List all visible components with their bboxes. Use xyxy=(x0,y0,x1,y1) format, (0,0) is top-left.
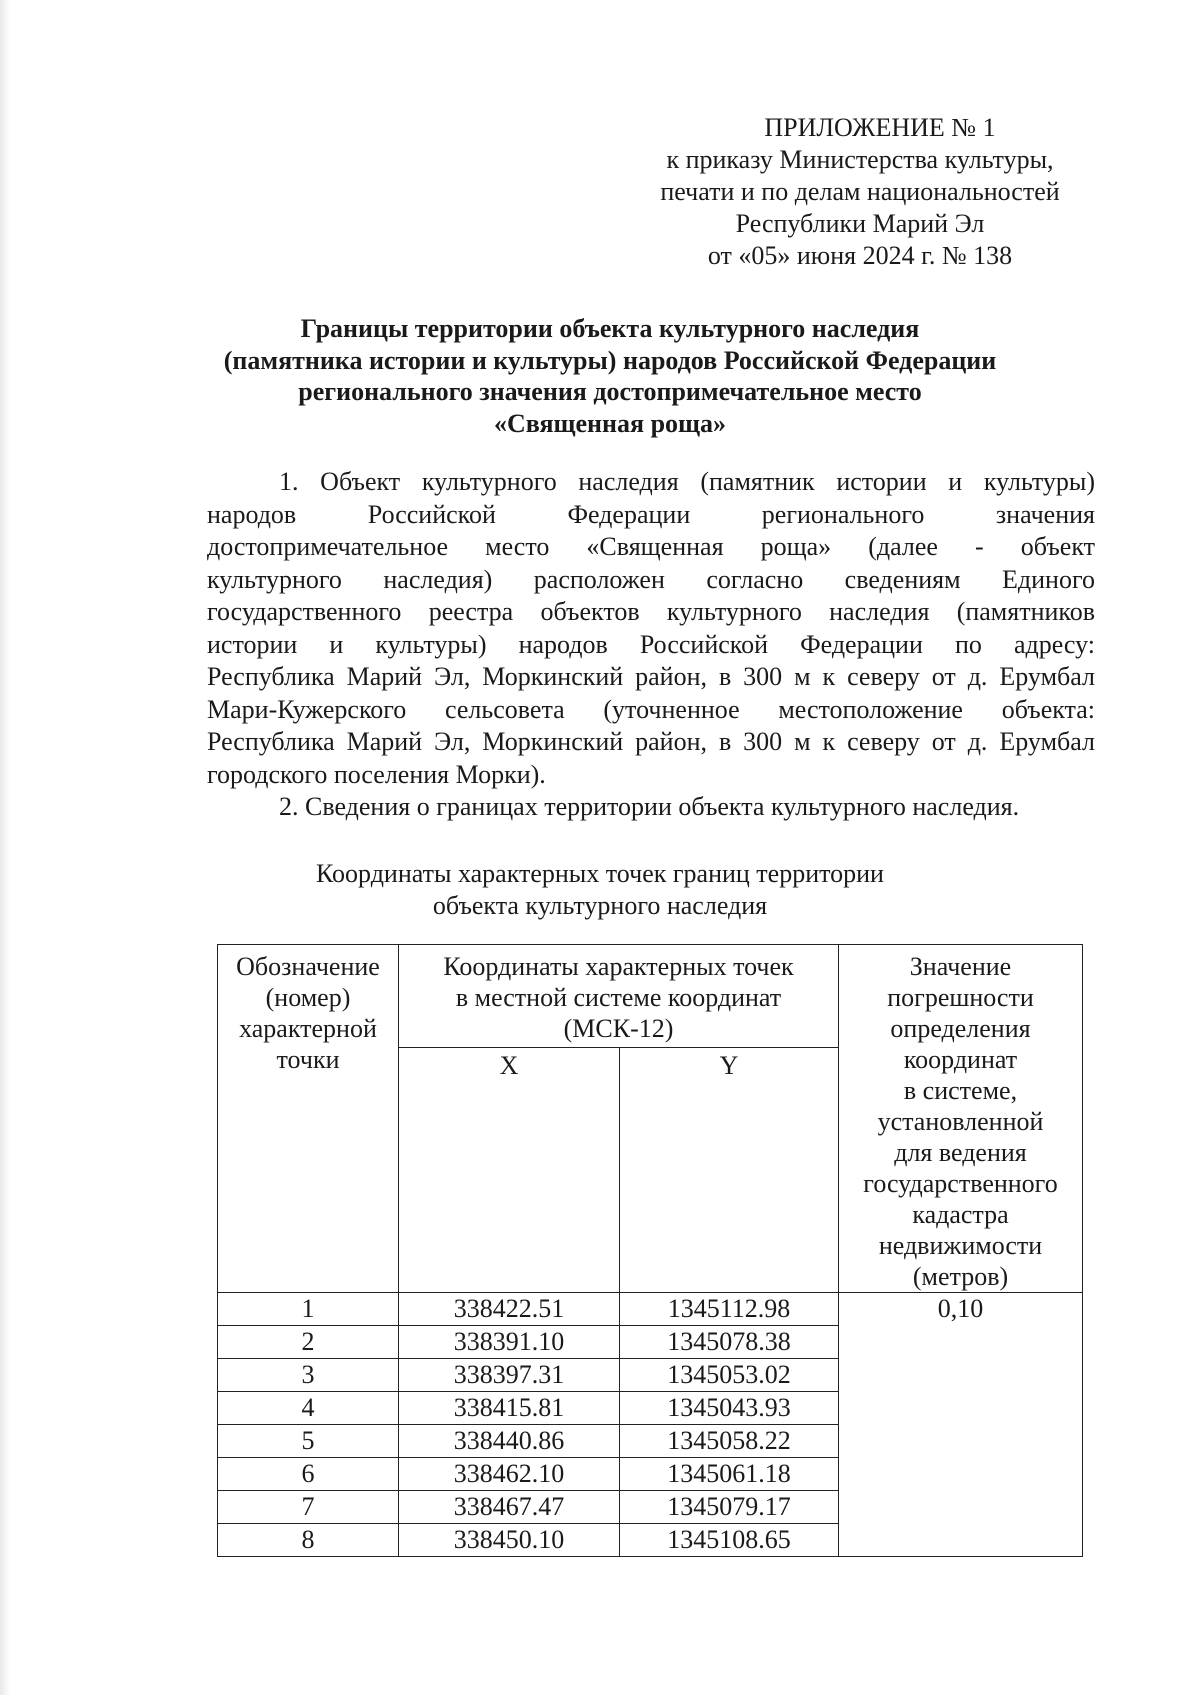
table-caption-line: Координаты характерных точек границ территории xyxy=(316,859,884,888)
header-coordinates: Координаты характерных точек в местной системе координат (МСК-12) xyxy=(399,945,839,1048)
cell-point: 5 xyxy=(218,1425,399,1458)
appendix-ministry: печати и по делам национальностей xyxy=(660,177,1060,206)
cell-y: 1345043.93 xyxy=(620,1392,839,1425)
cell-x: 338440.86 xyxy=(399,1425,620,1458)
cell-x: 338422.51 xyxy=(399,1293,620,1326)
header-error: Значение погрешности определения координат в системе, установленной для ведения государственного кадастра недвижимости (метров) xyxy=(839,945,1083,1293)
cell-point: 6 xyxy=(218,1458,399,1491)
cell-point: 7 xyxy=(218,1491,399,1524)
cell-y: 1345078.38 xyxy=(620,1326,839,1359)
cell-y: 1345053.02 xyxy=(620,1359,839,1392)
body-paragraphs xyxy=(207,466,1095,824)
cell-x: 338415.81 xyxy=(399,1392,620,1425)
paragraph-2: 2. Сведения о границах территории объекта культурного наследия. xyxy=(279,792,1020,821)
cell-y: 1345112.98 xyxy=(620,1293,839,1326)
cell-y: 1345079.17 xyxy=(620,1491,839,1524)
cell-x: 338391.10 xyxy=(399,1326,620,1359)
document-title xyxy=(160,313,1060,439)
appendix-date: от «05» июня 2024 г. № 138 xyxy=(707,241,1013,270)
title-line: регионального значения достопримечательное место xyxy=(298,377,922,406)
cell-error: 0,10 xyxy=(839,1293,1083,1557)
cell-x: 338397.31 xyxy=(399,1359,620,1392)
title-line: (памятника истории и культуры) народов Российской Федерации xyxy=(223,345,997,375)
header-y: Y xyxy=(620,1048,839,1293)
appendix-republic: Республики Марий Эл xyxy=(735,209,985,238)
cell-y: 1345108.65 xyxy=(620,1524,839,1557)
cell-point: 1 xyxy=(218,1293,399,1326)
paragraph-1-line: 1. Объект культурного наследия (памятник истории и культуры) xyxy=(279,467,1095,496)
paragraph-1-line: культурного наследия) расположен согласно сведениям Единого xyxy=(207,564,1095,594)
paragraph-1-line: истории и культуры) народов Российской Федерации по адресу: xyxy=(207,629,1095,659)
paragraph-1-line: городского поселения Морки). xyxy=(207,759,546,789)
cell-point: 4 xyxy=(218,1392,399,1425)
paragraph-1-line: народов Российской Федерации регионального значения xyxy=(207,499,1095,529)
cell-x: 338450.10 xyxy=(399,1524,620,1557)
table-caption-line: объекта культурного наследия xyxy=(432,891,768,920)
appendix-number: ПРИЛОЖЕНИЕ № 1 xyxy=(764,113,996,142)
header-point: Обозначение (номер) характерной точки xyxy=(218,945,399,1293)
table-caption xyxy=(300,858,900,922)
paragraph-1-line: государственного реестра объектов культурного наследия (памятников xyxy=(207,597,1095,626)
title-line: Границы территории объекта культурного наследия xyxy=(300,314,920,343)
cell-y: 1345061.18 xyxy=(620,1458,839,1491)
paragraph-1-line: Республика Марий Эл, Моркинский район, в 300 м к северу от д. Ерумбал xyxy=(207,727,1095,756)
paragraph-1-line: Республика Марий Эл, Моркинский район, в 300 м к северу от д. Ерумбал xyxy=(207,662,1095,691)
table-row xyxy=(218,1293,1083,1326)
cell-x: 338462.10 xyxy=(399,1458,620,1491)
scan-edge-shadow xyxy=(0,0,10,1695)
appendix-header xyxy=(600,112,1120,272)
paragraph-1-line: достопримечательное место «Священная роща» (далее - объект xyxy=(207,532,1095,561)
coordinates-table xyxy=(217,944,1083,1557)
appendix-order-ref: к приказу Министерства культуры, xyxy=(666,145,1054,174)
cell-point: 3 xyxy=(218,1359,399,1392)
cell-y: 1345058.22 xyxy=(620,1425,839,1458)
cell-point: 8 xyxy=(218,1524,399,1557)
cell-point: 2 xyxy=(218,1326,399,1359)
table-header-row xyxy=(218,945,1083,1048)
title-line: «Священная роща» xyxy=(494,408,726,438)
cell-x: 338467.47 xyxy=(399,1491,620,1524)
header-x: X xyxy=(399,1048,620,1293)
paragraph-1-line: Мари-Кужерского сельсовета (уточненное местоположение объекта: xyxy=(207,694,1095,724)
